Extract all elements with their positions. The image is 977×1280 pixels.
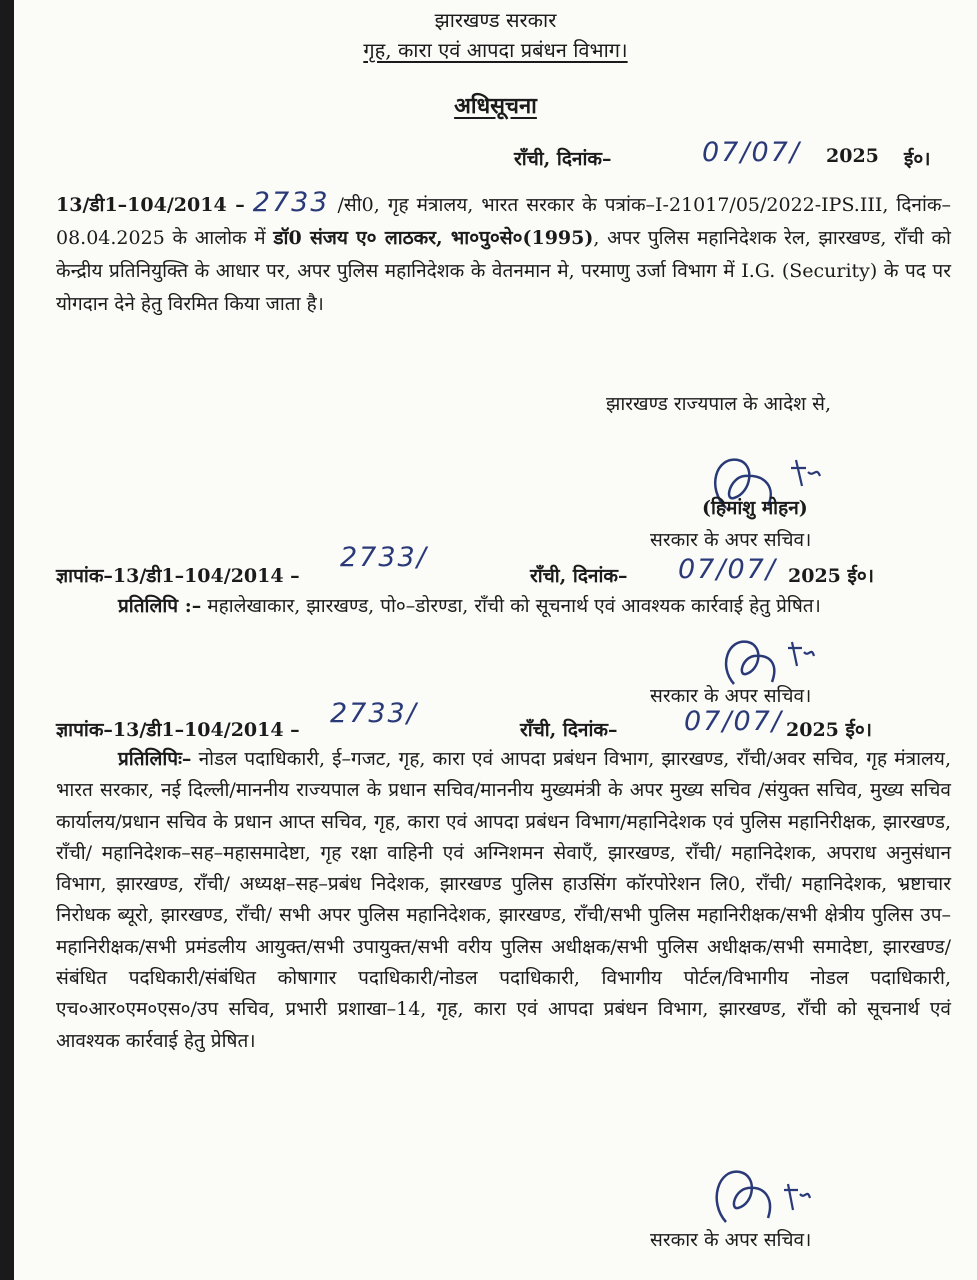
notification-body-rest: , अपर पुलिस महानिदेशक रेल, झारखण्ड, राँची को केन्द्रीय प्रतिनियुक्ति के आधार पर, अपर पुलिस महानिदेशक के वेतनमान मे, परमाणु उर्जा विभाग में I.G. (Security) के पद पर योगदान देने हेतु विरमित किया जाता है। — [56, 227, 951, 315]
signatory-designation-3: सरकार के अपर सचिव। — [650, 1229, 812, 1251]
department-name: गृह, कारा एवं आपदा प्रबंधन विभाग। — [363, 38, 628, 62]
memo2-date-label: राँची, दिनांक– — [520, 719, 618, 741]
memo2-number-handwritten: 2733/ — [330, 698, 418, 729]
government-name: झारखण्ड सरकार — [434, 8, 557, 32]
memo1-number: ज्ञापांक–13/डी1–104/2014 – — [56, 565, 300, 587]
memo1-copy-text: महालेखाकार, झारखण्ड, पो०–डोरण्डा, राँची को सूचनार्थ एवं आवश्यक कार्रवाई हेतु प्रेषित। — [207, 595, 821, 617]
memo1-date-handwritten: 07/07/ — [678, 554, 777, 585]
notification-year: 2025 — [826, 145, 879, 167]
memo2-copy — [56, 744, 951, 1057]
memo1-copy-label: प्रतिलिपि :– — [118, 595, 202, 617]
page-title: अधिसूचना — [454, 93, 537, 119]
notification-body — [56, 186, 951, 321]
notification-date-handwritten: 07/07/ — [702, 137, 801, 168]
order-line: झारखण्ड राज्यपाल के आदेश से, — [606, 393, 832, 415]
notification-body-text: /सी0, गृह मंत्रालय, भारत सरकार के पत्रांक–I-21017/05/2022-IPS.III, दिनांक–08.04.2025 के आलोक में — [56, 194, 951, 249]
memo2-copy-text: नोडल पदाधिकारी, ई–गजट, गृह, कारा एवं आपदा प्रबंधन विभाग, झारखण्ड, राँची/अवर सचिव, गृह मंत्रालय, भारत सरकार, नई दिल्ली/माननीय राज्यपाल के प्रधान सचिव/माननीय मुख्यमंत्री के अपर मुख्य सचिव /संयुक्त सचिव, मुख्य सचिव कार्यालय/प्रधान सचिव के प्रधान आप्त सचिव, गृह, कारा एवं आपदा प्रबंधन विभाग/महानिदेशक एवं पुलिस महानिरीक्षक, झारखण्ड, राँची/ महानिदेशक–सह–महासमादेष्टा, गृह रक्षा वाहिनी एवं अग्निशमन सेवाएँ, झारखण्ड, राँची/ महानिदेशक, अपराध अनुसंधान विभाग, झारखण्ड, राँची/ अध्यक्ष–सह–प्रबंध निदेशक, झारखण्ड पुलिस हाउसिंग कॉरपोरेशन लि0, राँची/ महानिदेशक, भ्रष्टाचार निरोधक ब्यूरो, झारखण्ड, राँची/ सभी अपर पुलिस महानिदेशक, झारखण्ड, राँची/सभी पुलिस महानिरीक्षक/सभी क्षेत्रीय पुलिस उप–महानिरीक्षक/सभी प्रमंडलीय आयुक्त/सभी उपायुक्त/सभी वरीय पुलिस अधीक्षक/सभी पुलिस अधीक्षक/सभी समादेष्टा, झारखण्ड/संबंधित पदधिकारी/संबंधित कोषागार पदाधिकारी/नोडल पदाधिकारी, विभागीय पोर्टल/विभागीय नोडल पदाधिकारी, एच०आर०एम०एस०/उप सचिव, प्रभारी प्रशाखा–14, गृह, कारा एवं आपदा प्रबंधन विभाग, झारखण्ड, राँची को सूचनार्थ एवं आवश्यक कार्रवाई हेतु प्रेषित। — [56, 748, 951, 1052]
notification-era: ई०। — [904, 148, 931, 170]
signature-3 — [704, 1160, 824, 1230]
notification-memo-no: 13/डी1–104/2014 – — [56, 194, 245, 216]
memo1-year: 2025 ई०। — [788, 565, 874, 587]
memo1-copy — [56, 590, 951, 623]
signatory-designation-2: सरकार के अपर सचिव। — [650, 685, 812, 707]
signatory-name: (हिमांशु मोहन) — [702, 497, 808, 519]
officer-name: डॉ0 संजय ए० लाठकर, भा०पु०से०(1995) — [273, 227, 594, 249]
notification-number-handwritten: 2733 — [252, 187, 330, 218]
memo1-number-handwritten: 2733/ — [340, 542, 428, 573]
memo2-year: 2025 ई०। — [786, 719, 872, 741]
notification-date-label: राँची, दिनांक– — [514, 148, 612, 170]
memo1-date-label: राँची, दिनांक– — [530, 565, 628, 587]
memo2-copy-label: प्रतिलिपिः– — [118, 748, 192, 770]
signatory-designation-1: सरकार के अपर सचिव। — [650, 529, 812, 551]
memo2-date-handwritten: 07/07/ — [684, 706, 783, 737]
document-page — [14, 0, 977, 1280]
memo2-number: ज्ञापांक–13/डी1–104/2014 – — [56, 719, 300, 741]
